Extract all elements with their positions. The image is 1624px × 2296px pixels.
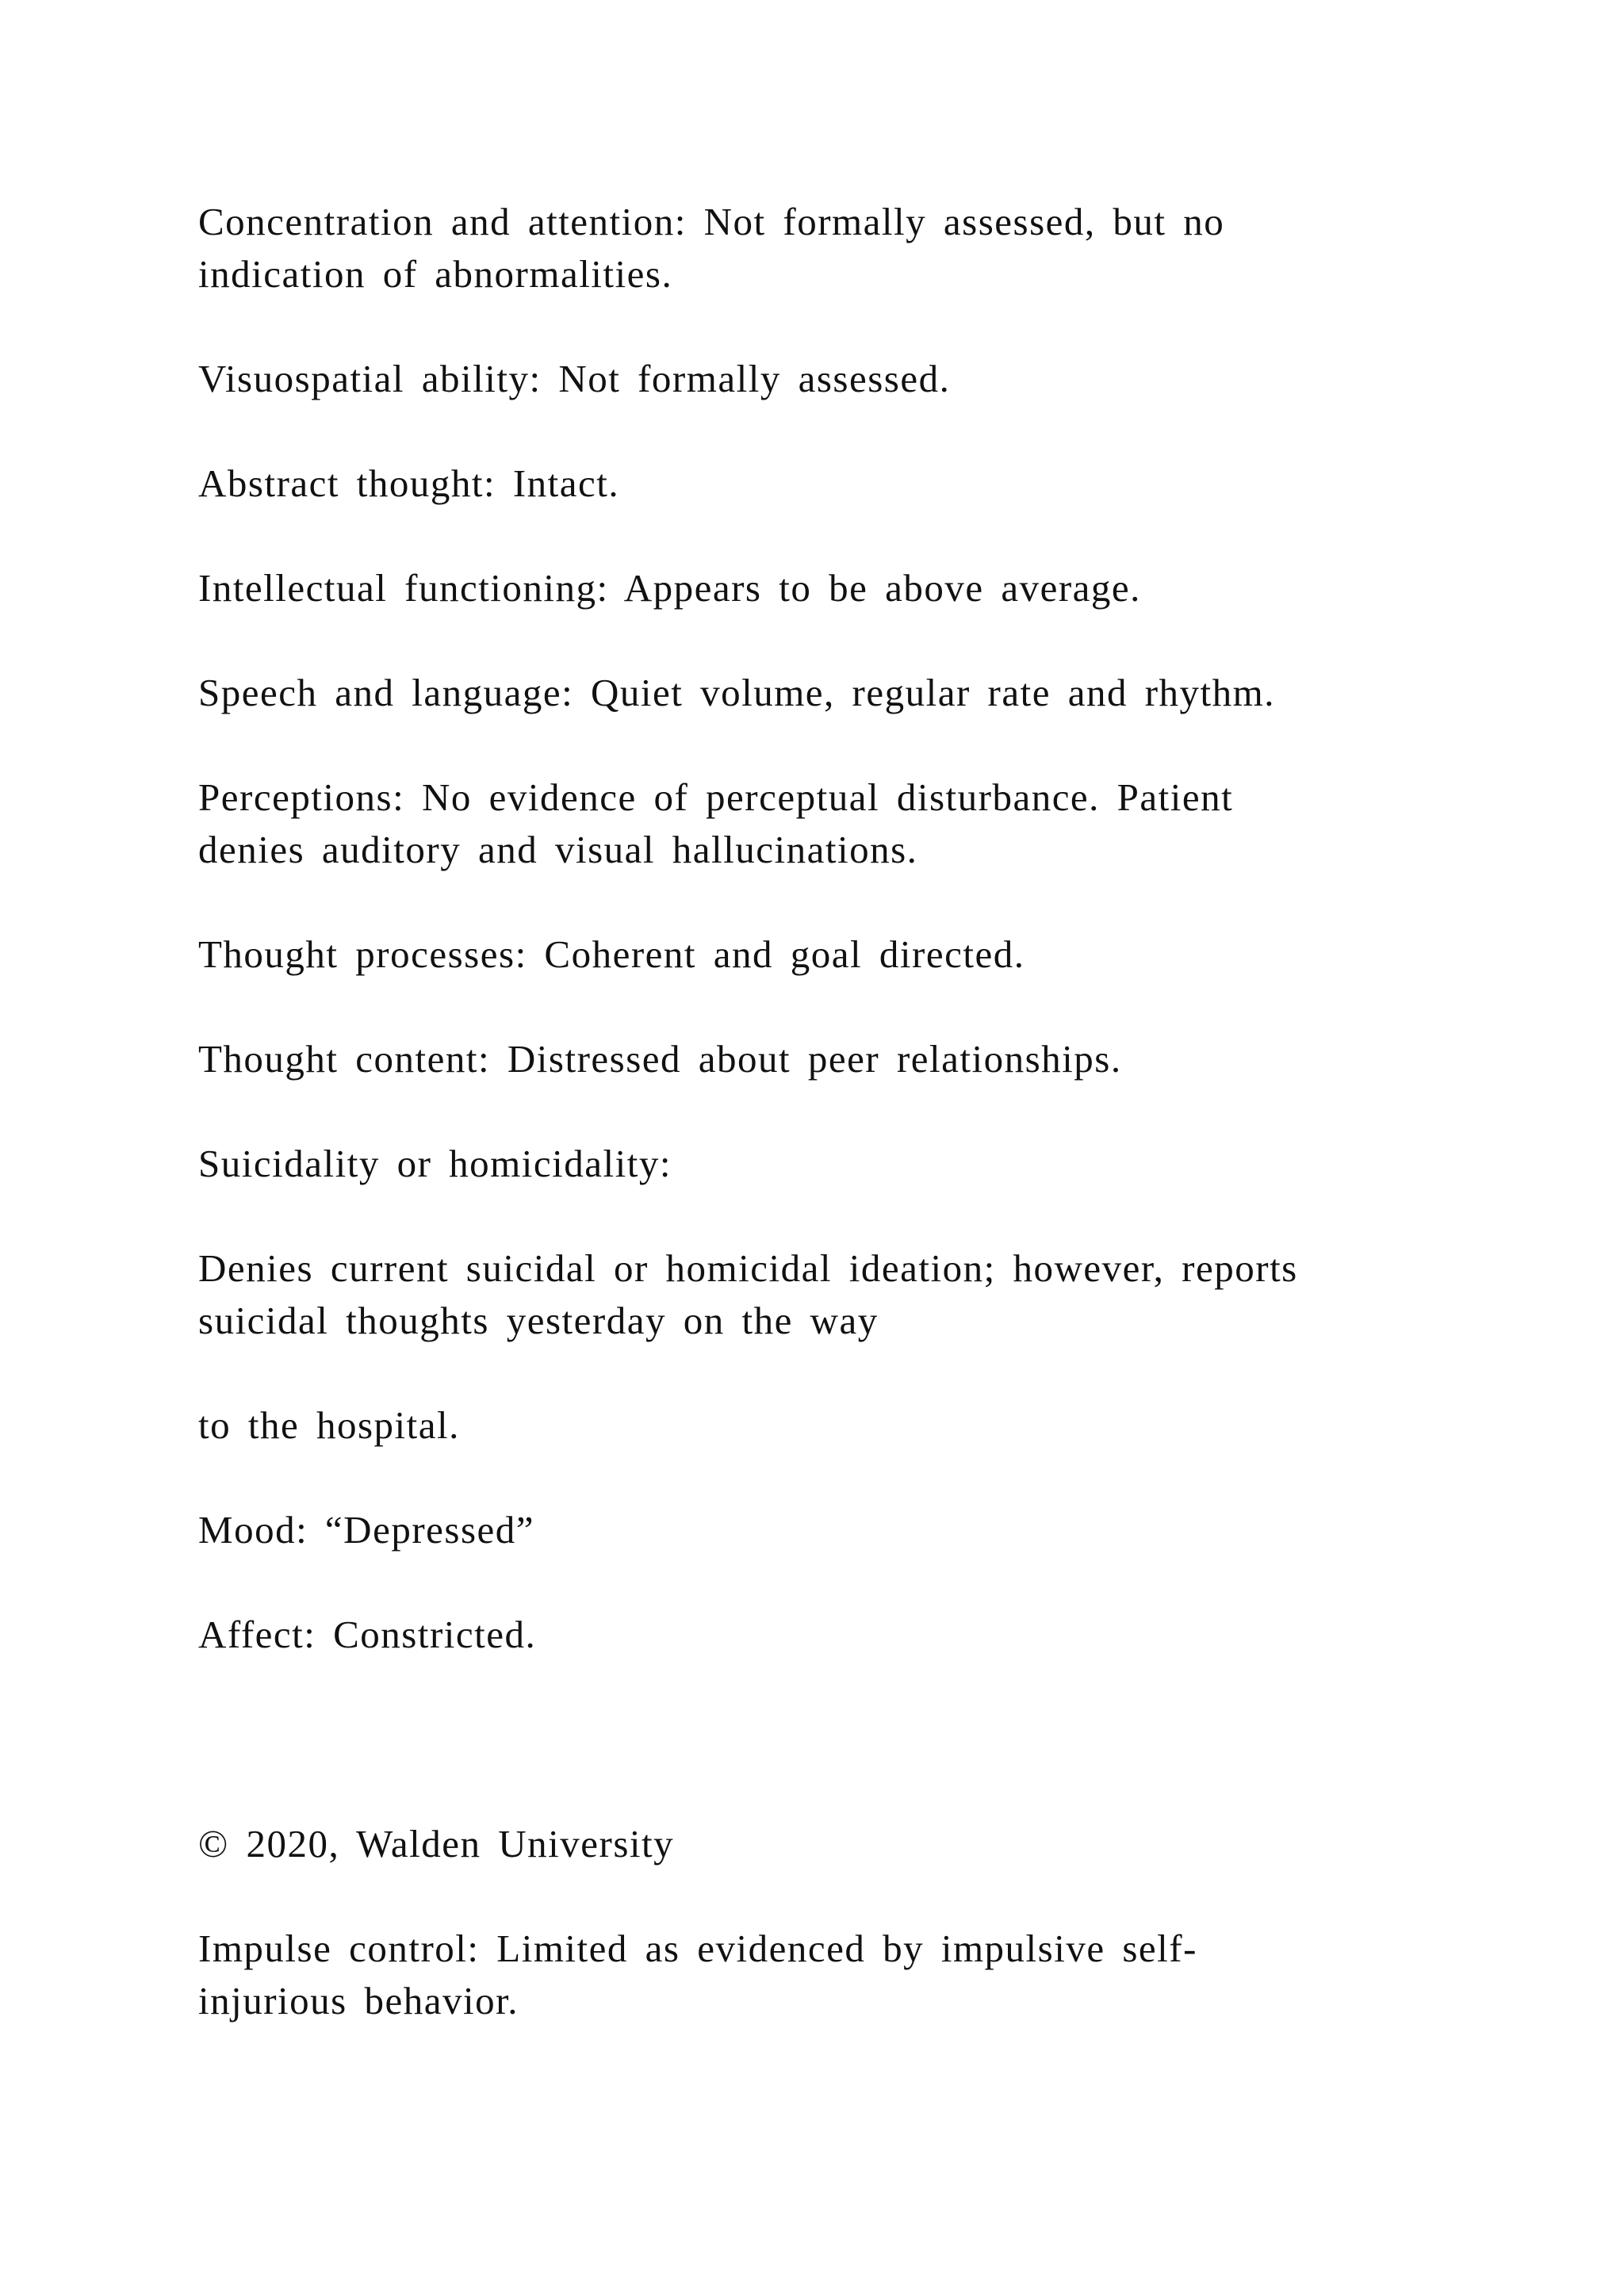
affect-line: Affect: Constricted. bbox=[198, 1613, 537, 1656]
thought-processes-line: Thought processes: Coherent and goal directed. bbox=[198, 932, 1025, 976]
perceptions-line-1: Perceptions: No evidence of perceptual disturbance. Patient bbox=[198, 775, 1234, 819]
impulse-control-line-1: Impulse control: Limited as evidenced by impulsive self- bbox=[198, 1927, 1197, 1970]
suicidality-line-1: Denies current suicidal or homicidal ideation; however, reports bbox=[198, 1246, 1298, 1290]
intellectual-functioning-line: Intellectual functioning: Appears to be above average. bbox=[198, 566, 1141, 610]
suicidality-line-2: suicidal thoughts yesterday on the way bbox=[198, 1299, 879, 1342]
suicidality-line-3: to the hospital. bbox=[198, 1403, 460, 1447]
thought-content-line: Thought content: Distressed about peer relationships. bbox=[198, 1037, 1122, 1081]
mood-line: Mood: “Depressed” bbox=[198, 1508, 535, 1552]
visuospatial-line: Visuospatial ability: Not formally assessed. bbox=[198, 357, 951, 400]
impulse-control-line-2: injurious behavior. bbox=[198, 1979, 519, 2022]
concentration-line-1: Concentration and attention: Not formally assessed, but no bbox=[198, 200, 1225, 243]
perceptions-line-2: denies auditory and visual hallucinations. bbox=[198, 828, 918, 871]
speech-language-line: Speech and language: Quiet volume, regular rate and rhythm. bbox=[198, 671, 1276, 714]
concentration-line-2: indication of abnormalities. bbox=[198, 252, 673, 296]
suicidality-heading: Suicidality or homicidality: bbox=[198, 1142, 672, 1185]
copyright-line: © 2020, Walden University bbox=[198, 1822, 675, 1866]
abstract-thought-line: Abstract thought: Intact. bbox=[198, 461, 620, 505]
